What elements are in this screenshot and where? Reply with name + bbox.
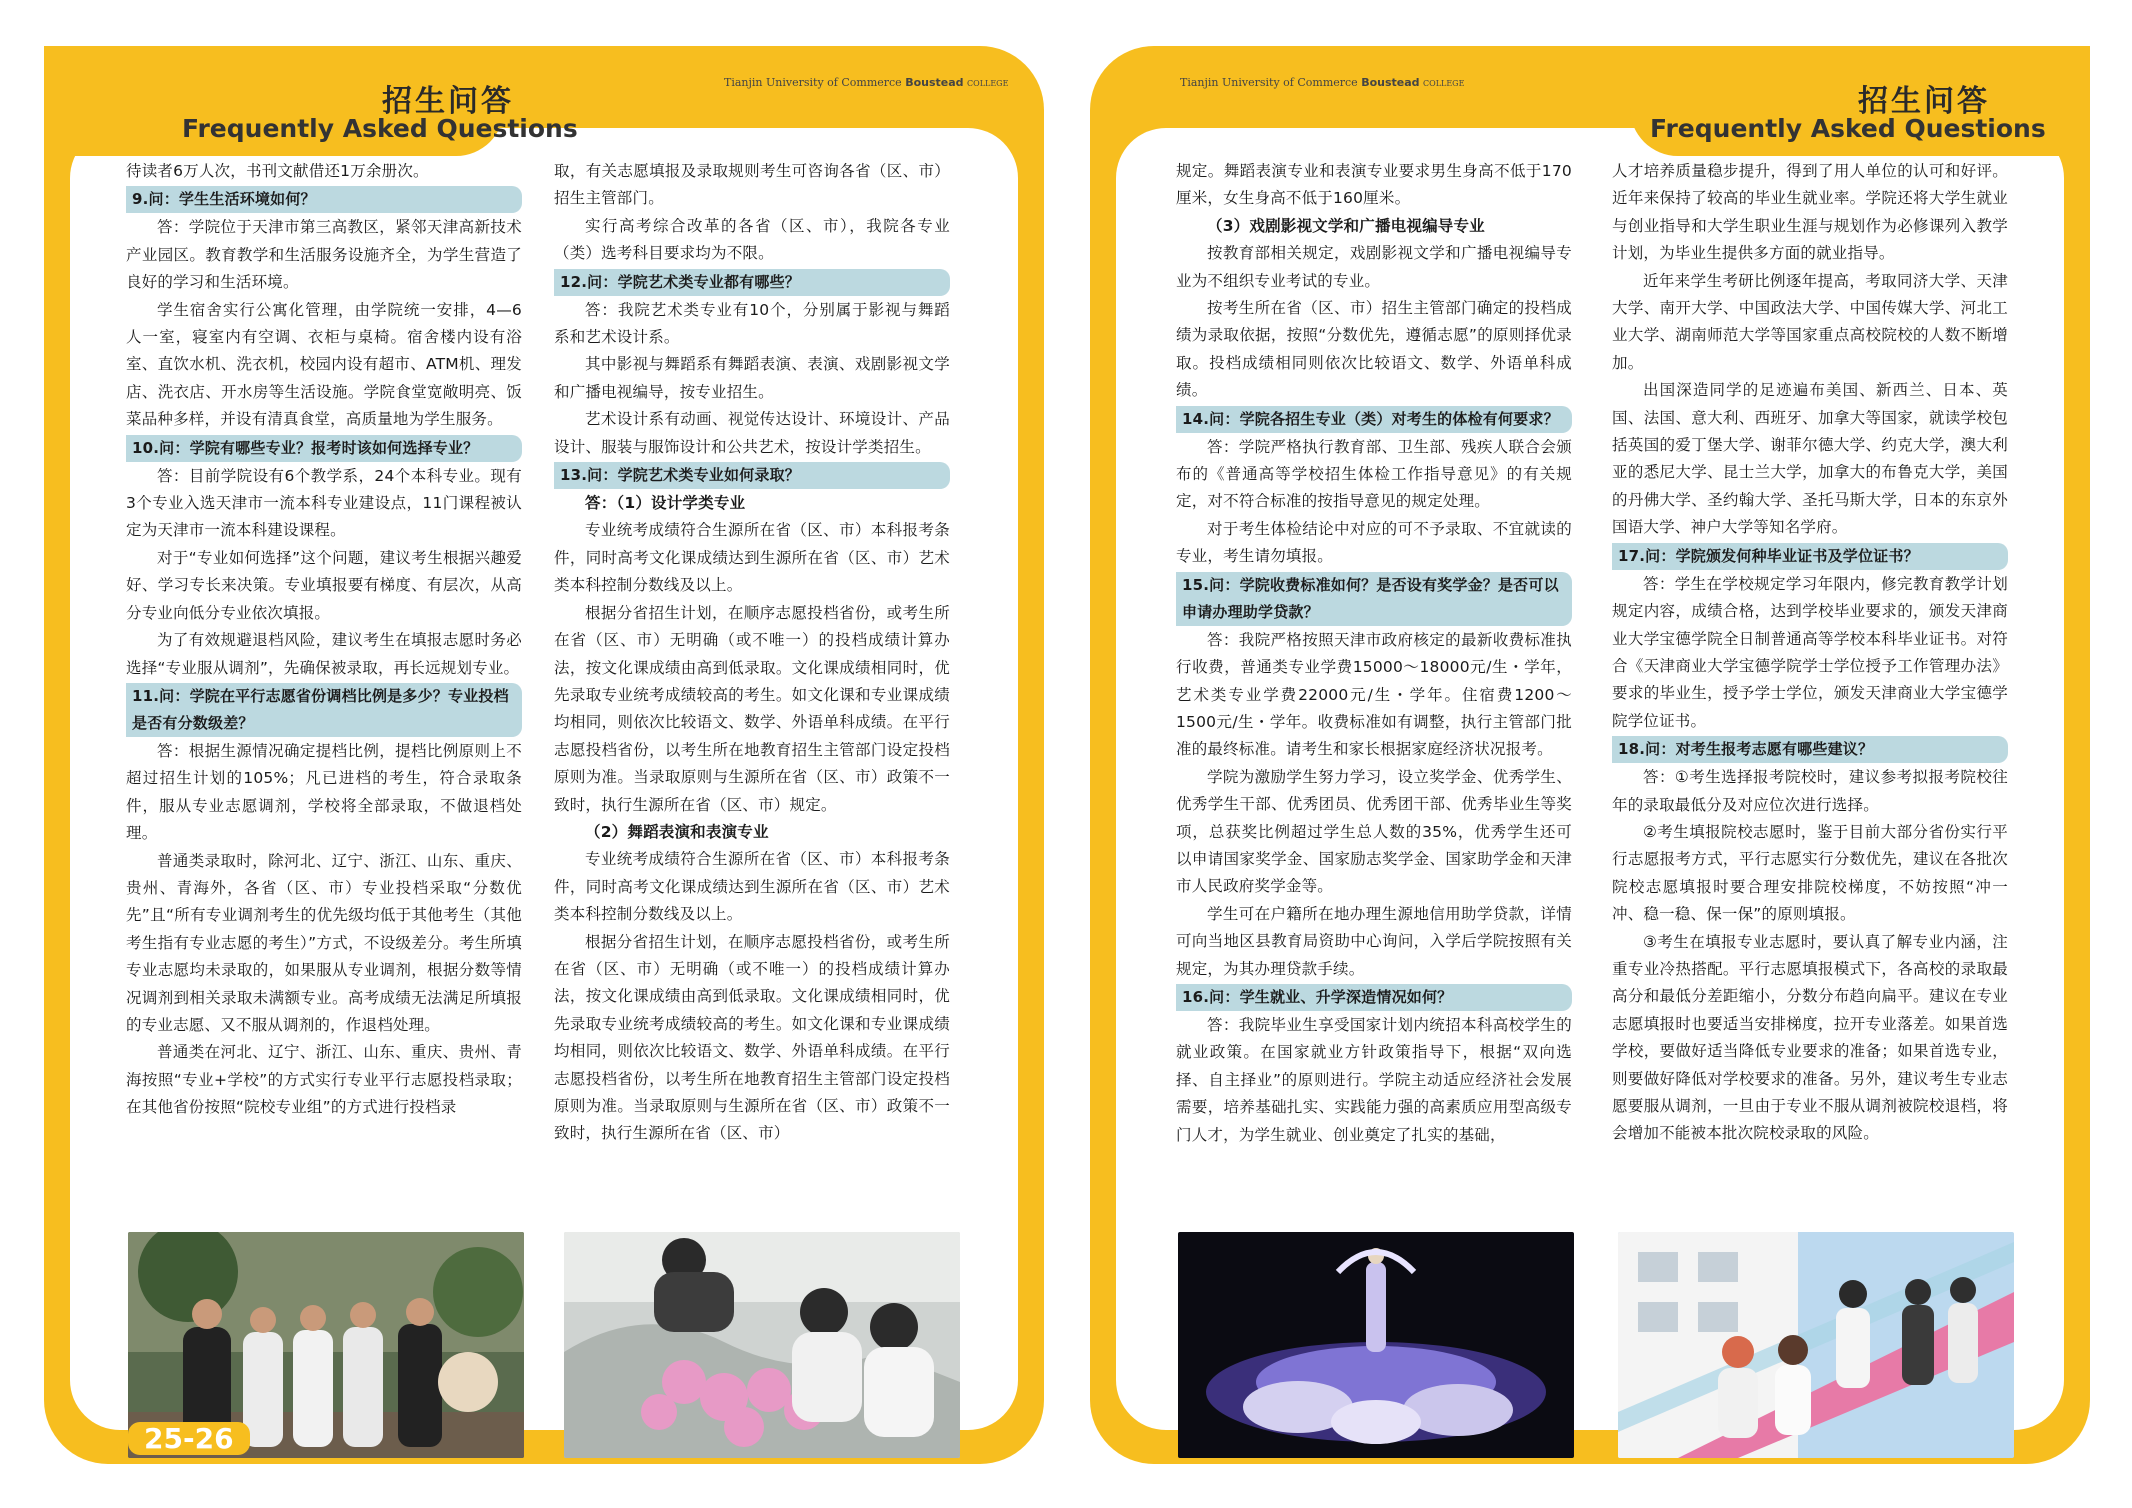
left-page xyxy=(44,46,1044,1464)
paragraph: 专业统考成绩符合生源所在省（区、市）本科报考条件，同时高考文化课成绩达到生源所在省（区、市）艺术类本科控制分数线及以上。 xyxy=(554,521,950,595)
paragraph: 实行高考综合改革的各省（区、市），我院各专业（类）选考科目要求均为不限。 xyxy=(554,216,950,263)
paragraph: 艺术设计系有动画、视觉传达设计、环境设计、产品设计、服装与服饰设计和公共艺术，按设计学类招生。 xyxy=(554,410,950,456)
students-stairs-photo xyxy=(1618,1232,2014,1458)
question-14: 14.问：学院各招生专业（类）对考生的体检有何要求？ xyxy=(1176,406,1572,433)
paragraph: 学院为激励学生努力学习，设立奖学金、优秀学生、优秀学生干部、优秀团员、优秀团干部、优秀毕业生等奖项，总获奖比例超过学生总人数的35%，优秀学生还可以申请国家奖学金、国家励志奖学金、国家助学金和天津市人民政府奖学金等。 xyxy=(1176,767,1572,896)
paragraph: 学生可在户籍所在地办理生源地信用助学贷款，详情可向当地区县教育局资助中心询问，入学后学院按照有关规定，为其办理贷款手续。 xyxy=(1176,904,1572,978)
column-2 xyxy=(554,158,950,1148)
brand-line xyxy=(724,76,1008,89)
paragraph: 答：①考生选择报考院校时，建议参考拟报考院校往年的录取最低分及对应位次进行选择。 xyxy=(1612,768,2008,814)
question-15: 15.问：学院收费标准如何？是否设有奖学金？是否可以申请办理助学贷款？ xyxy=(1176,572,1572,626)
brand-boustead: Boustead xyxy=(1361,76,1420,89)
paragraph: 其中影视与舞蹈系有舞蹈表演、表演、戏剧影视文学和广播电视编导，按专业招生。 xyxy=(554,355,950,401)
paragraph: 学生宿舍实行公寓化管理，由学院统一安排，4—6人一室，寝室内有空调、衣柜与桌椅。宿舍楼内设有浴室、直饮水机、洗衣机，校园内设有超市、ATM机、理发店、洗衣店、开水房等生活设施。学院食堂宽敞明亮、饭菜品种多样，并设有清真食堂，高质量地为学生服务。 xyxy=(126,300,522,429)
brand-college: COLLEGE xyxy=(967,79,1009,88)
question-18: 18.问：对考生报考志愿有哪些建议？ xyxy=(1612,736,2008,763)
question-12: 12.问：学院艺术类专业都有哪些？ xyxy=(554,269,950,296)
art-students-photo xyxy=(564,1232,960,1458)
paragraph: 答：目前学院设有6个教学系，24个本科专业。现有3个专业入选天津市一流本科专业建设点，11门课程被认定为天津市一流本科建设课程。 xyxy=(126,466,522,540)
paragraph: 出国深造同学的足迹遍布美国、新西兰、日本、英国、法国、意大利、西班牙、加拿大等国家，就读学校包括英国的爱丁堡大学、谢菲尔德大学、约克大学，澳大利亚的悉尼大学、昆士兰大学，加拿大的布鲁克大学，美国的丹佛大学、圣约翰大学、圣托马斯大学，日本的东京外国语大学、神户大学等知名学府。 xyxy=(1612,381,2008,537)
question-16: 16.问：学生就业、升学深造情况如何？ xyxy=(1176,984,1572,1011)
paragraph: 根据分省招生计划，在顺序志愿投档省份，或考生所在省（区、市）无明确（或不唯一）的投档成绩计算办法，按文化课成绩由高到低录取。文化课成绩相同时，优先录取专业统考成绩较高的考生。如文化课和专业课成绩均相同，则依次比较语文、数学、外语单科成绩。在平行志愿投档省份，以考生所在地教育招生主管部门设定投档原则为准。当录取原则与生源所在省（区、市）政策不一致时，执行生源所在省（区、市）规定。 xyxy=(554,603,950,814)
paragraph: 规定。舞蹈表演专业和表演专业要求男生身高不低于170厘米，女生身高不低于160厘米。 xyxy=(1176,162,1572,208)
paragraph: 人才培养质量稳步提升，得到了用人单位的认可和好评。近年来保持了较高的毕业生就业率。学院还将大学生就业与创业指导和大学生职业生涯与规划作为必修课列入教学计划，为毕业生提供多方面的就业指导。 xyxy=(1612,162,2008,263)
page-number: 25-26 xyxy=(128,1422,250,1455)
brand-boustead: Boustead xyxy=(905,76,964,89)
column-3 xyxy=(1176,158,1572,1149)
paragraph: ③考生在填报专业志愿时，要认真了解专业内涵，注重专业冷热搭配。平行志愿填报模式下，各高校的录取最高分和最低分差距缩小，分数分布趋向扁平。建议在专业志愿填报时也要适当安排梯度，拉开专业落差。如果首选学校，要做好适当降低专业要求的准备；如果首选专业，则要做好降低对学校要求的准备。另外，建议考生专业志愿要服从调剂，一旦由于专业不服从调剂被院校退档，将会增加不能被本批次院校录取的风险。 xyxy=(1612,932,2008,1143)
question-13: 13.问：学院艺术类专业如何录取？ xyxy=(554,462,950,489)
subheading: （3）戏剧影视文学和广播电视编导专业 xyxy=(1207,216,1485,235)
paragraph: 专业统考成绩符合生源所在省（区、市）本科报考条件，同时高考文化课成绩达到生源所在省（区、市）艺术类本科控制分数线及以上。 xyxy=(554,850,950,924)
paragraph: 答：根据生源情况确定提档比例，提档比例原则上不超过招生计划的105%；凡已进档的考生，符合录取条件，服从专业志愿调剂，学校将全部录取，不做退档处理。 xyxy=(126,741,522,843)
question-11: 11.问：学院在平行志愿省份调档比例是多少？专业投档是否有分数级差？ xyxy=(126,683,522,737)
header-title-cn: 招生问答 xyxy=(382,84,514,119)
paragraph: 答：学院位于天津市第三高教区，紧邻天津高新技术产业园区。教育教学和生活服务设施齐全，为学生营造了良好的学习和生活环境。 xyxy=(126,218,522,292)
paragraph: 对于考生体检结论中对应的可不予录取、不宜就读的专业，考生请勿填报。 xyxy=(1176,519,1572,566)
question-17: 17.问：学院颁发何种毕业证书及学位证书？ xyxy=(1612,543,2008,570)
header-title-cn: 招生问答 xyxy=(1858,84,1990,119)
paragraph: 普通类在河北、辽宁、浙江、山东、重庆、贵州、青海按照“专业+学校”的方式实行专业平行志愿投档录取；在其他省份按照“院校专业组”的方式进行投档录 xyxy=(126,1043,522,1117)
paragraph: 普通类录取时，除河北、辽宁、浙江、山东、重庆、贵州、青海外，各省（区、市）专业投档采取“分数优先”且“所有专业调剂考生的优先级均低于其他考生（其他考生指有专业志愿的考生）”方式，不设级差分。考生所填专业志愿均未录取的，如果服从专业调剂，根据分数等情况调剂到相关录取未满额专业。高考成绩无法满足所填报的专业志愿、又不服从调剂的，作退档处理。 xyxy=(126,851,522,1034)
paragraph: 答：我院严格按照天津市政府核定的最新收费标准执行收费，普通类专业学费15000～18000元/生・学年，艺术类专业学费22000元/生・学年。住宿费1200～1500元/生・学年。收费标准如有调整，执行主管部门批准的最终标准。请考生和家长根据家庭经济状况报考。 xyxy=(1176,630,1572,759)
paragraph: 待读者6万人次，书刊文献借还1万余册次。 xyxy=(126,162,429,180)
dance-performance-photo xyxy=(1178,1232,1574,1458)
brand-university: Tianjin University of Commerce xyxy=(724,76,902,89)
brand-line xyxy=(1180,76,1464,89)
paragraph: 根据分省招生计划，在顺序志愿投档省份，或考生所在省（区、市）无明确（或不唯一）的投档成绩计算办法，按文化课成绩由高到低录取。文化课成绩相同时，优先录取专业统考成绩较高的考生。如文化课和专业课成绩均相同，则依次比较语文、数学、外语单科成绩。在平行志愿投档省份，以考生所在地教育招生主管部门设定投档原则为准。当录取原则与生源所在省（区、市）政策不一致时，执行生源所在省（区、市） xyxy=(554,932,950,1143)
paragraph: 对于“专业如何选择”这个问题，建议考生根据兴趣爱好、学习专长来决策。专业填报要有梯度、有层次，从高分专业向低分专业依次填报。 xyxy=(126,548,522,622)
right-page xyxy=(1090,46,2090,1464)
brand-college: COLLEGE xyxy=(1423,79,1465,88)
question-10: 10.问：学院有哪些专业？报考时该如何选择专业？ xyxy=(126,435,522,462)
paragraph: 按考生所在省（区、市）招生主管部门确定的投档成绩为录取依据，按照“分数优先，遵循志愿”的原则择优录取。投档成绩相同则依次比较语文、数学、外语单科成绩。 xyxy=(1176,299,1572,400)
paragraph: 答：学生在学校规定学习年限内，修完教育教学计划规定内容，成绩合格，达到学校毕业要求的，颁发天津商业大学宝德学院全日制普通高等学校本科毕业证书。对符合《天津商业大学宝德学院学士学位授予工作管理办法》要求的毕业生，授予学士学位，颁发天津商业大学宝德学院学位证书。 xyxy=(1612,574,2008,730)
paragraph: 答：学院严格执行教育部、卫生部、残疾人联合会颁布的《普通高等学校招生体检工作指导意见》的有关规定，对不符合标准的按指导意见的规定处理。 xyxy=(1176,437,1572,511)
paragraph: 按教育部相关规定，戏剧影视文学和广播电视编导专业为不组织专业考试的专业。 xyxy=(1176,244,1572,290)
header-title-en: Frequently Asked Questions xyxy=(1650,114,2046,143)
question-9: 9.问：学生生活环境如何？ xyxy=(126,186,522,213)
brand-university: Tianjin University of Commerce xyxy=(1180,76,1358,89)
paragraph: 取，有关志愿填报及录取规则考生可咨询各省（区、市）招生主管部门。 xyxy=(554,162,950,208)
subheading: 答：（1）设计学类专业 xyxy=(585,494,746,513)
column-1 xyxy=(126,158,522,1122)
column-4 xyxy=(1612,158,2008,1148)
paragraph: 近年来学生考研比例逐年提高，考取同济大学、天津大学、南开大学、中国政法大学、中国传媒大学、河北工业大学、湖南师范大学等国家重点高校院校的人数不断增加。 xyxy=(1612,271,2008,372)
paragraph: ②考生填报院校志愿时，鉴于目前大部分省份实行平行志愿报考方式，平行志愿实行分数优先，建议在各批次院校志愿填报时要合理安排院校梯度，不妨按照“冲一冲、稳一稳、保一保”的原则填报。 xyxy=(1612,822,2008,924)
paragraph: 为了有效规避退档风险，建议考生在填报志愿时务必选择“专业服从调剂”，先确保被录取，再长远规划专业。 xyxy=(126,631,522,677)
paragraph: 答：我院艺术类专业有10个，分别属于影视与舞蹈系和艺术设计系。 xyxy=(554,300,950,347)
header-title-en: Frequently Asked Questions xyxy=(182,114,578,143)
subheading: （2）舞蹈表演和表演专业 xyxy=(585,822,769,841)
paragraph: 答：我院毕业生享受国家计划内统招本科高校学生的就业政策。在国家就业方针政策指导下，根据“双向选择、自主择业”的原则进行。学院主动适应经济社会发展需要，培养基础扎实、实践能力强的高素质应用型高级专门人才，为学生就业、创业奠定了扎实的基础， xyxy=(1176,1015,1572,1144)
